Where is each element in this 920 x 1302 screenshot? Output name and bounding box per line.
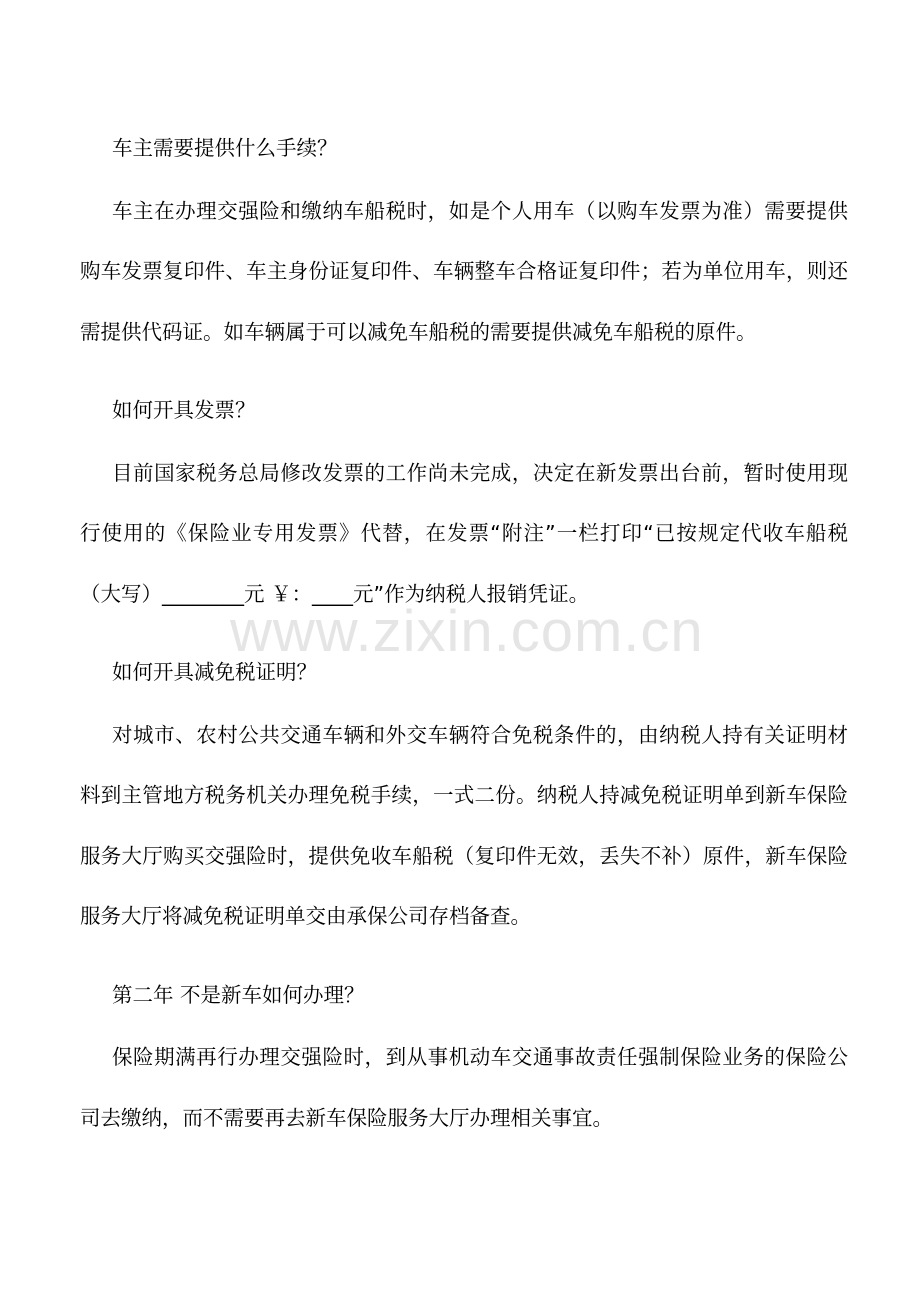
section-body-tax-exemption: 对城市、农村公共交通车辆和外交车辆符合免税条件的，由纳税人持有关证明材料到主管地方税务机关办理免税手续，一式二份。纳税人持减免税证明单到新车保险服务大厅购买交强险时，提供免收车船税（复印件无效，丢失不补）原件，新车保险服务大厅将减免税证明单交由承保公司存档备查。 xyxy=(80,722,848,928)
watermark: www.zixin.com.cn xyxy=(230,599,704,664)
section-body-issue-invoice: 目前国家税务总局修改发票的工作尚未完成，决定在新发票出台前，暂时使用现行使用的《保险业专用发票》代替，在发票“附注”一栏打印“已按规定代收车船税（大写）________元 ￥：____元”作为纳税人报销凭证。 xyxy=(80,460,848,606)
section-body-owner-documents: 车主在办理交强险和缴纳车船税时，如是个人用车（以购车发票为准）需要提供购车发票复印件、车主身份证复印件、车辆整车合格证复印件；若为单位用车，则还需提供代码证。如车辆属于可以减免车船税的需要提供减免车船税的原件。 xyxy=(80,198,848,344)
section-heading-issue-invoice: 如何开具发票？ xyxy=(112,398,256,422)
section-heading-second-year: 第二年 不是新车如何办理？ xyxy=(112,982,365,1007)
section-heading-owner-documents: 车主需要提供什么手续？ xyxy=(112,136,338,160)
section-body-second-year: 保险期满再行办理交强险时，到从事机动车交通事故责任强制保险业务的保险公司去缴纳，而不需要再去新车保险服务大厅办理相关事宜。 xyxy=(80,1045,848,1130)
document-body xyxy=(80,118,848,1166)
section-heading-tax-exemption: 如何开具减免税证明？ xyxy=(112,660,317,684)
